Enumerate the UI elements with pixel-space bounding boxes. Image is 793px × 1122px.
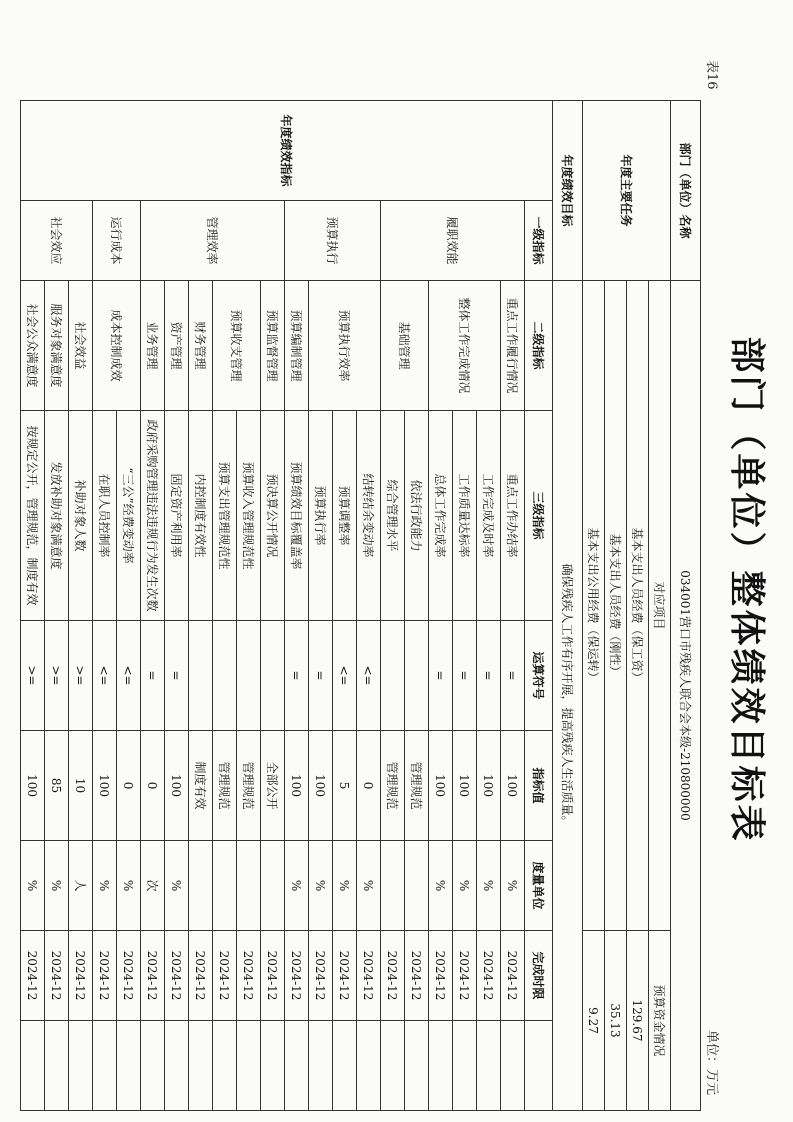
target-value: 管理规范 [405,731,429,841]
blank-cell [237,1021,261,1111]
indicator-row [501,101,525,1111]
measure-unit: % [285,841,309,931]
measure-unit: % [93,841,117,931]
blank-cell [333,1021,357,1111]
level1-indicator: 运行成本 [93,201,141,281]
measure-unit: % [21,841,45,931]
col-header-val: 指标值 [525,731,553,841]
level3-indicator: 总体工作完成率 [429,411,453,621]
level3-indicator: “三公”经费变动率 [117,411,141,621]
level2-indicator: 社会公众满意度 [21,281,45,411]
table-body [21,101,701,1111]
deadline: 2024-12 [213,931,237,1021]
level3-indicator: 依法行政能力 [405,411,429,621]
level3-indicator: 预算调整率 [333,411,357,621]
deadline: 2024-12 [69,931,93,1021]
measure-unit: % [333,841,357,931]
target-value: 100 [165,731,189,841]
indicators-label: 年度绩效指标 [21,101,553,201]
goal-label: 年度绩效目标 [553,101,583,281]
col-header-unit: 度量单位 [525,841,553,931]
level2-indicator: 服务对象满意度 [45,281,69,411]
level3-indicator: 预算支出管理规范性 [213,411,237,621]
level3-indicator: 固定资产利用率 [165,411,189,621]
deadline: 2024-12 [93,931,117,1021]
measure-unit [405,841,429,931]
target-value: 100 [285,731,309,841]
measure-unit: 次 [141,841,165,931]
target-value: 100 [501,731,525,841]
operator: >= [45,621,69,731]
task-name: 基本支出公用经费（保运转） [583,281,605,931]
level2-indicator: 业务管理 [141,281,165,411]
target-value: 制度有效 [189,731,213,841]
level1-indicator: 预算执行 [285,201,381,281]
level2-indicator: 预算执行效率 [309,281,381,411]
indicator-row [357,101,381,1111]
level3-indicator: 补助对象人数 [69,411,93,621]
target-value: 管理规范 [237,731,261,841]
blank-cell [261,1021,285,1111]
page-title: 部门（单位）整体绩效目标表 [726,336,768,844]
level3-indicator: 按规定公开，管理规范，制度有效 [21,411,45,621]
target-value: 全部公开 [261,731,285,841]
operator: >= [69,621,93,731]
level2-indicator: 预算监督管理 [261,281,285,411]
operator: = [141,621,165,731]
level3-indicator: 预算收入管理规范性 [237,411,261,621]
target-value: 100 [309,731,333,841]
indicator-row [117,101,141,1111]
table-number: 表16 [704,60,719,90]
deadline: 2024-12 [21,931,45,1021]
blank-cell [189,1021,213,1111]
target-value: 100 [21,731,45,841]
target-value: 100 [93,731,117,841]
target-value: 100 [429,731,453,841]
blank-cell [285,1021,309,1111]
level3-indicator: 综合管理水平 [381,411,405,621]
target-value: 0 [141,731,165,841]
operator: <= [357,621,381,731]
blank-cell [93,1021,117,1111]
deadline: 2024-12 [45,931,69,1021]
measure-unit: % [309,841,333,931]
blank-cell [213,1021,237,1111]
deadline: 2024-12 [429,931,453,1021]
level3-indicator: 工作质量达标率 [453,411,477,621]
tasks-label: 年度主要任务 [583,101,671,281]
measure-unit: % [165,841,189,931]
task-name: 基本支出人员经费（保工资） [627,281,649,931]
operator [213,621,237,731]
deadline: 2024-12 [261,931,285,1021]
deadline: 2024-12 [381,931,405,1021]
goal-text: 确保残疾人工作有序开展，提高残疾人生活质量。 [553,281,583,1111]
measure-unit: % [45,841,69,931]
indicator-row [261,101,285,1111]
deadline: 2024-12 [285,931,309,1021]
level3-indicator: 结转结余变动率 [357,411,381,621]
target-value: 5 [333,731,357,841]
task-amount: 9.27 [583,931,605,1111]
operator: >= [21,621,45,731]
level1-indicator: 管理效率 [141,201,285,281]
task-name: 基本支出人员经费（刚性） [605,281,627,931]
tasks-budget-header: 预算资金情况 [649,931,671,1111]
blank-cell [69,1021,93,1111]
level3-indicator: 预算绩效目标覆盖率 [285,411,309,621]
target-value: 管理规范 [213,731,237,841]
measure-unit [381,841,405,931]
tasks-item-header: 对应项目 [649,281,671,931]
deadline: 2024-12 [333,931,357,1021]
blank-cell [141,1021,165,1111]
operator [405,621,429,731]
level3-indicator: 内控制度有效性 [189,411,213,621]
target-value: 10 [69,731,93,841]
measure-unit: % [429,841,453,931]
measure-unit: % [453,841,477,931]
col-header-blank [525,1021,553,1111]
operator: = [501,621,525,731]
blank-cell [357,1021,381,1111]
level3-indicator: 政府采购管理违法违规行为发生次数 [141,411,165,621]
level2-indicator: 财务管理 [189,281,213,411]
target-value: 85 [45,731,69,841]
operator: <= [333,621,357,731]
measure-unit: 人 [69,841,93,931]
operator [381,621,405,731]
level1-indicator: 履职效能 [381,201,525,281]
tasks-header-row [649,101,671,1111]
indicator-row [69,101,93,1111]
blank-cell [165,1021,189,1111]
blank-cell [501,1021,525,1111]
blank-cell [405,1021,429,1111]
blank-cell [117,1021,141,1111]
operator: = [165,621,189,731]
deadline: 2024-12 [141,931,165,1021]
operator: = [477,621,501,731]
level2-indicator: 重点工作履行情况 [501,281,525,411]
measure-unit: % [501,841,525,931]
measure-unit: % [117,841,141,931]
deadline: 2024-12 [501,931,525,1021]
col-header-l2: 二级指标 [525,281,553,411]
blank-cell [21,1021,45,1111]
level2-indicator: 基础管理 [381,281,429,411]
level2-indicator: 资产管理 [165,281,189,411]
measure-unit [213,841,237,931]
col-header-time: 完成时限 [525,931,553,1021]
blank-cell [453,1021,477,1111]
target-value: 100 [477,731,501,841]
unit-label: 单位：万元 [704,1030,719,1096]
col-header-l3: 三级指标 [525,411,553,621]
operator: = [285,621,309,731]
performance-table [20,100,701,1111]
goal-row [553,101,583,1111]
level2-indicator: 整体工作完成情况 [429,281,501,411]
level2-indicator: 预算编制管理 [285,281,309,411]
deadline: 2024-12 [165,931,189,1021]
deadline: 2024-12 [357,931,381,1021]
measure-unit: % [357,841,381,931]
deadline: 2024-12 [405,931,429,1021]
level2-indicator: 预算收支管理 [213,281,261,411]
blank-cell [309,1021,333,1111]
deadline: 2024-12 [453,931,477,1021]
operator: = [309,621,333,731]
operator: <= [93,621,117,731]
task-amount: 35.13 [605,931,627,1111]
operator: <= [117,621,141,731]
level1-indicator: 社会效应 [21,201,93,281]
operator: = [429,621,453,731]
measure-unit [261,841,285,931]
indicator-header-row [525,101,553,1111]
target-value: 管理规范 [381,731,405,841]
level2-indicator: 社会效益 [69,281,93,411]
target-value: 100 [453,731,477,841]
dept-row [671,101,701,1111]
measure-unit: % [477,841,501,931]
deadline: 2024-12 [309,931,333,1021]
measure-unit [189,841,213,931]
blank-cell [381,1021,405,1111]
level3-indicator: 在职人员控制率 [93,411,117,621]
col-header-l1: 一级指标 [525,201,553,281]
operator [189,621,213,731]
operator [261,621,285,731]
level2-indicator: 成本控制成效 [93,281,141,411]
target-value: 0 [357,731,381,841]
deadline: 2024-12 [117,931,141,1021]
deadline: 2024-12 [237,931,261,1021]
blank-cell [429,1021,453,1111]
blank-cell [477,1021,501,1111]
deadline: 2024-12 [189,931,213,1021]
target-value: 0 [117,731,141,841]
deadline: 2024-12 [477,931,501,1021]
level3-indicator: 预决算公开情况 [261,411,285,621]
dept-value: 034001营口市残疾人联合会本级-210800000 [671,281,701,1111]
blank-cell [45,1021,69,1111]
col-header-op: 运算符号 [525,621,553,731]
measure-unit [237,841,261,931]
level3-indicator: 工作完成及时率 [477,411,501,621]
level3-indicator: 预算执行率 [309,411,333,621]
level3-indicator: 发放补助对象满意度 [45,411,69,621]
dept-label: 部门（单位）名称 [671,101,701,281]
operator: = [453,621,477,731]
level3-indicator: 重点工作办结率 [501,411,525,621]
operator [237,621,261,731]
task-amount: 129.67 [627,931,649,1111]
